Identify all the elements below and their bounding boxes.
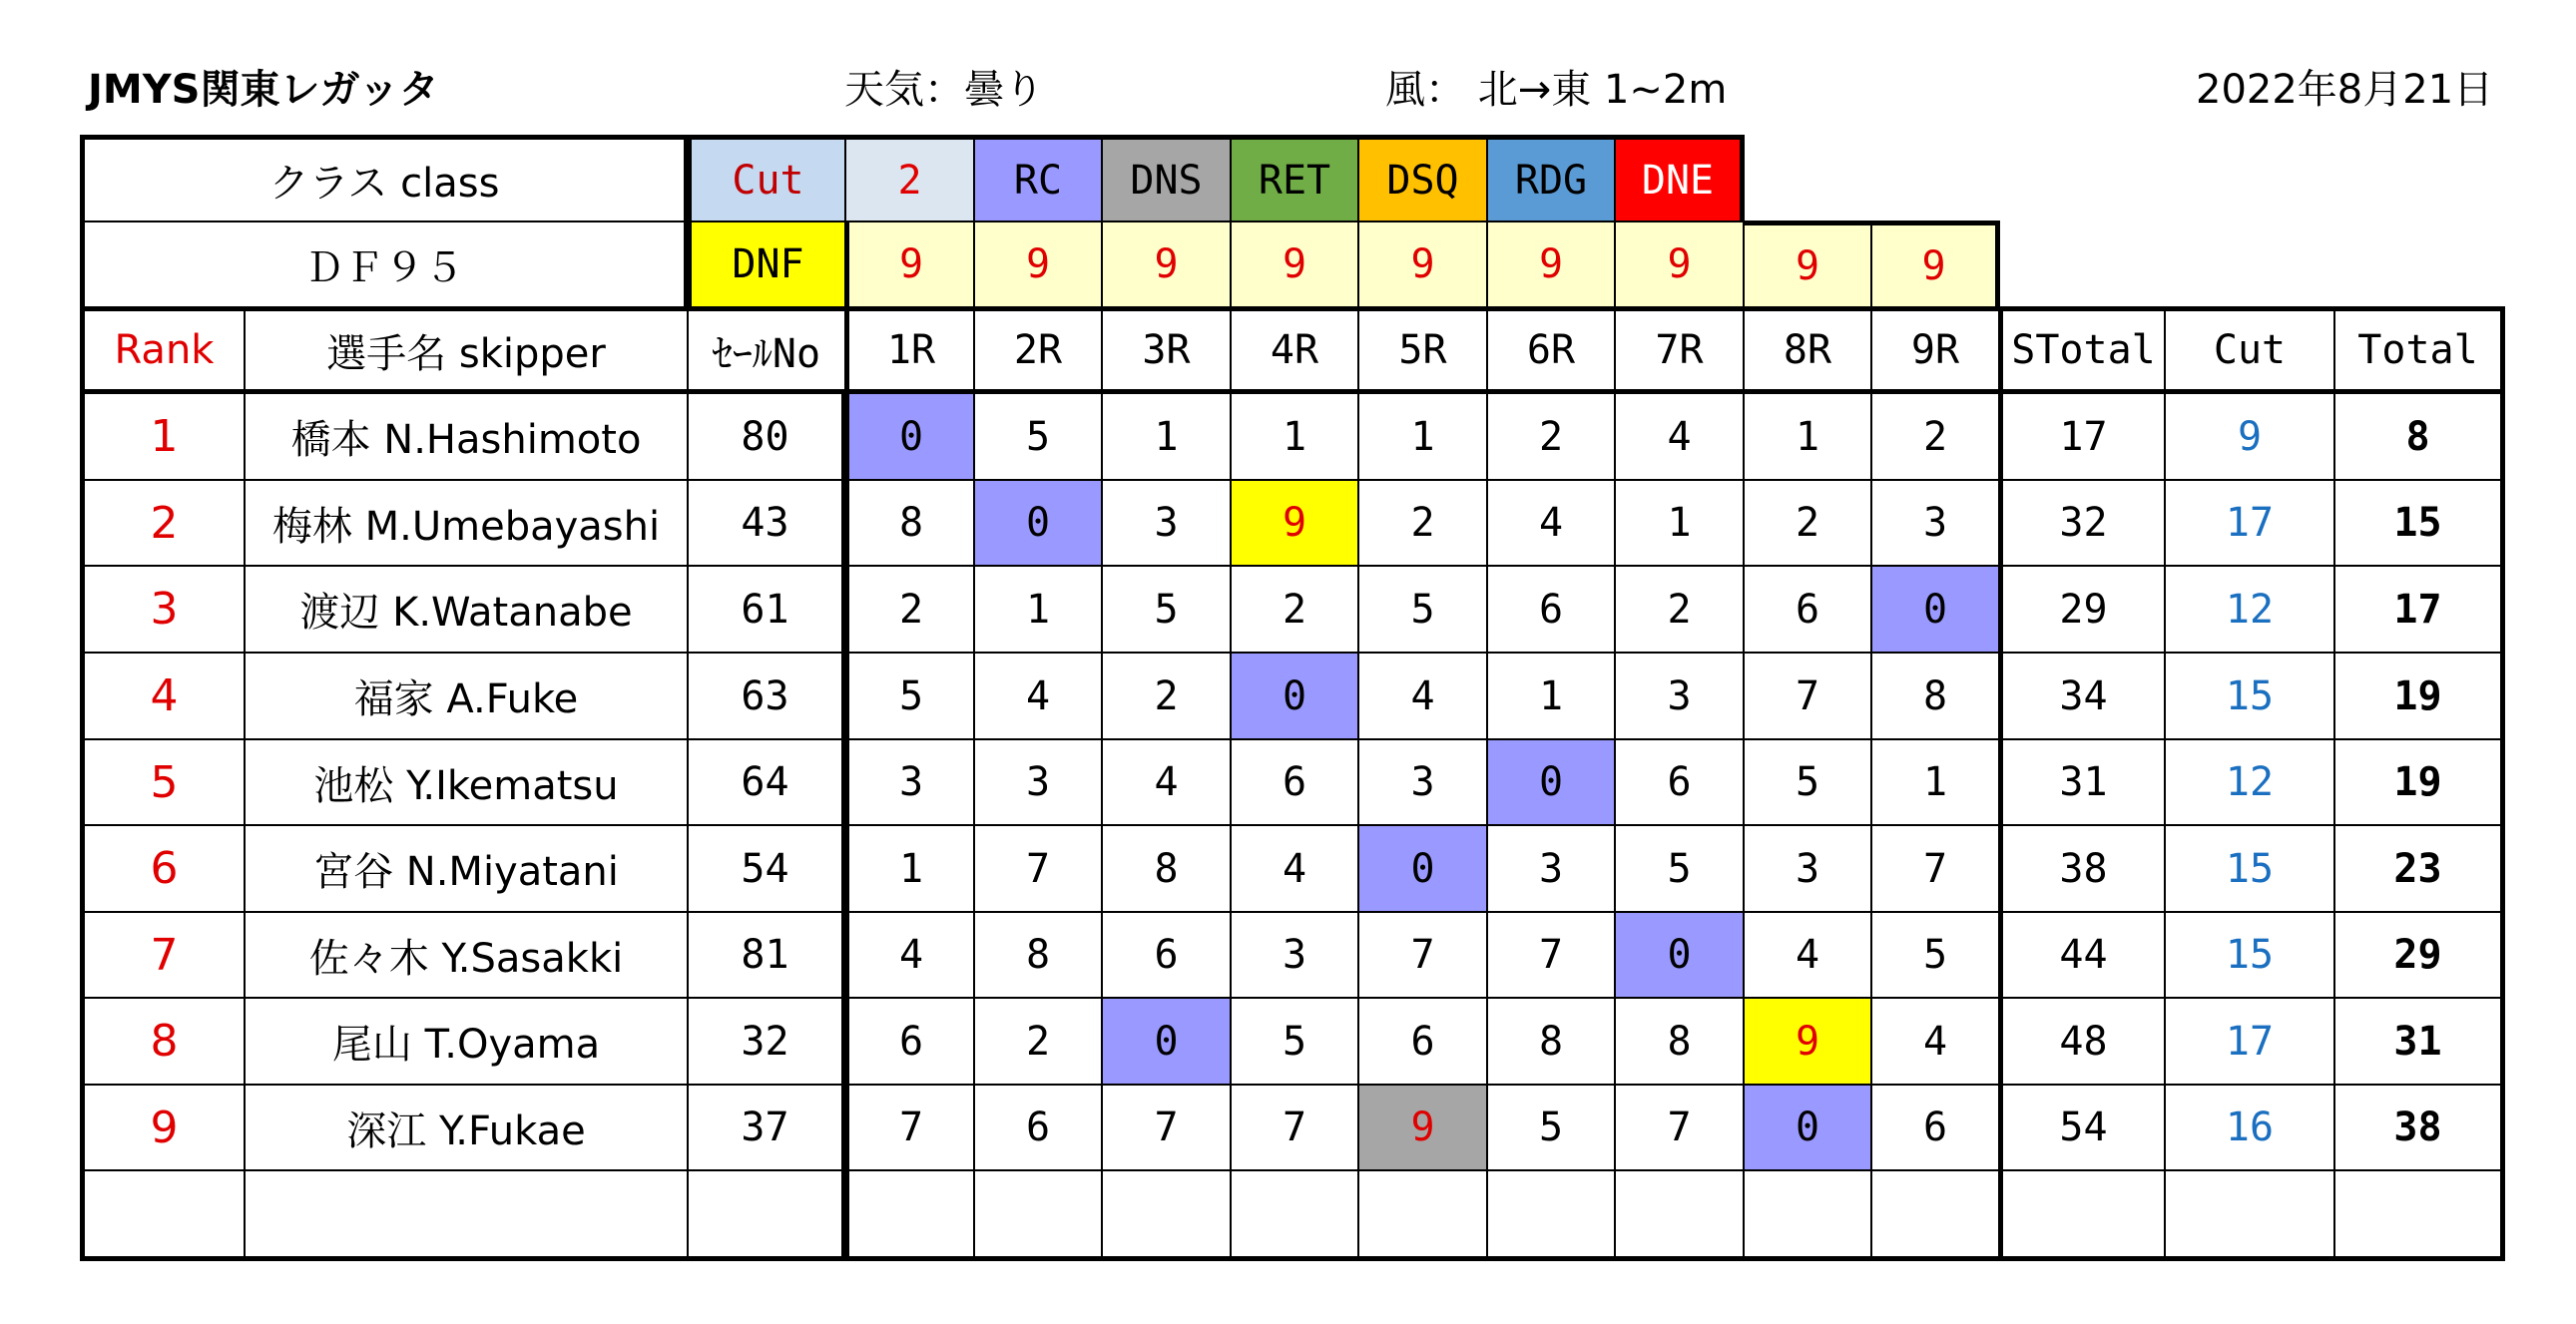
race-score-3r: 0 (1101, 997, 1232, 1086)
race-score-1r: 4 (844, 911, 975, 999)
race-score-4r: 6 (1230, 738, 1359, 826)
race-score-3r: 4 (1101, 738, 1232, 826)
rank-cell: 8 (80, 997, 246, 1086)
race-score-6r: 4 (1486, 479, 1616, 567)
cut-cell: 12 (2164, 738, 2335, 826)
stotal-cell: 54 (1998, 1084, 2166, 1171)
race-score-4r: 9 (1230, 479, 1359, 567)
skipper-name: 渡辺 K.Watanabe (244, 565, 689, 654)
sail-number: 63 (687, 652, 846, 740)
cut-cell: 17 (2164, 997, 2335, 1086)
race-score-6r: 2 (1486, 392, 1616, 481)
stotal-cell (1998, 1169, 2166, 1261)
skipper-name: 橋本 N.Hashimoto (244, 392, 689, 481)
cut-cell (2164, 1169, 2335, 1261)
total-cell: 38 (2333, 1084, 2505, 1171)
rank-cell: 7 (80, 911, 246, 999)
rank-cell: 9 (80, 1084, 246, 1171)
race-score-8r: 9 (1743, 997, 1872, 1086)
race-score-6r: 8 (1486, 997, 1616, 1086)
race-score-8r: 5 (1743, 738, 1872, 826)
skipper-name (244, 1169, 689, 1261)
code-dns: DNS (1101, 135, 1232, 222)
race-score-4r: 5 (1230, 997, 1359, 1086)
race-score-5r: 7 (1357, 911, 1488, 999)
race-score-4r: 0 (1230, 652, 1359, 740)
race-score-2r: 8 (973, 911, 1103, 999)
race-score-9r: 8 (1870, 652, 2000, 740)
race-score-8r: 4 (1743, 911, 1872, 999)
sail-number (687, 1169, 846, 1261)
rank-cell: 6 (80, 824, 246, 913)
race-score-3r: 8 (1101, 824, 1232, 913)
race-score-2r (973, 1169, 1103, 1261)
cut-cell: 9 (2164, 392, 2335, 481)
race-score-4r: 3 (1230, 911, 1359, 999)
race-score-3r: 6 (1101, 911, 1232, 999)
stotal-cell: 32 (1998, 479, 2166, 567)
race-score-7r: 6 (1614, 738, 1745, 826)
race-score-6r: 7 (1486, 911, 1616, 999)
race-score-8r: 0 (1743, 1084, 1872, 1171)
skipper-name: 尾山 T.Oyama (244, 997, 689, 1086)
total-cell: 8 (2333, 392, 2505, 481)
race-score-5r: 1 (1357, 392, 1488, 481)
race-score-7r: 7 (1614, 1084, 1745, 1171)
rank-cell: 2 (80, 479, 246, 567)
dnf-points-7r: 9 (1614, 221, 1745, 308)
stotal-cell: 34 (1998, 652, 2166, 740)
race-score-9r: 7 (1870, 824, 2000, 913)
race-score-9r: 5 (1870, 911, 2000, 999)
weather-label: 天気：曇り (844, 67, 1044, 113)
cut-cell: 17 (2164, 479, 2335, 567)
cut-cell: 15 (2164, 652, 2335, 740)
cut-cell: 12 (2164, 565, 2335, 654)
race-score-5r: 2 (1357, 479, 1488, 567)
race-score-6r: 0 (1486, 738, 1616, 826)
total-cell: 15 (2333, 479, 2505, 567)
race-score-9r: 2 (1870, 392, 2000, 481)
race-score-1r: 1 (844, 824, 975, 913)
col-race-9: 9R (1870, 306, 2000, 394)
stotal-cell: 17 (1998, 392, 2166, 481)
sail-number: 61 (687, 565, 846, 654)
rank-cell: 3 (80, 565, 246, 654)
col-race-8: 8R (1743, 306, 1872, 394)
col-cut: Cut (2164, 306, 2335, 394)
race-score-9r: 3 (1870, 479, 2000, 567)
race-score-7r: 1 (1614, 479, 1745, 567)
race-score-7r: 8 (1614, 997, 1745, 1086)
race-score-5r: 0 (1357, 824, 1488, 913)
race-score-6r: 6 (1486, 565, 1616, 654)
race-score-6r: 1 (1486, 652, 1616, 740)
rank-cell: 4 (80, 652, 246, 740)
skipper-name: 梅林 M.Umebayashi (244, 479, 689, 567)
dnf-points-6r: 9 (1486, 221, 1616, 308)
race-score-4r: 1 (1230, 392, 1359, 481)
race-score-1r (844, 1169, 975, 1261)
race-score-9r (1870, 1169, 2000, 1261)
race-score-5r: 9 (1357, 1084, 1488, 1171)
skipper-name: 佐々木 Y.Sasakki (244, 911, 689, 999)
race-score-2r: 5 (973, 392, 1103, 481)
race-score-4r: 7 (1230, 1084, 1359, 1171)
race-score-4r (1230, 1169, 1359, 1261)
class-label: クラス class (80, 135, 689, 222)
race-score-4r: 4 (1230, 824, 1359, 913)
code-dne: DNE (1614, 135, 1745, 222)
race-score-9r: 6 (1870, 1084, 2000, 1171)
code-rdg: RDG (1486, 135, 1616, 222)
dnf-points-2r: 9 (973, 221, 1103, 308)
race-score-8r: 2 (1743, 479, 1872, 567)
race-score-1r: 2 (844, 565, 975, 654)
col-race-3: 3R (1101, 306, 1232, 394)
skipper-name: 深江 Y.Fukae (244, 1084, 689, 1171)
total-cell: 19 (2333, 738, 2505, 826)
race-score-7r: 0 (1614, 911, 1745, 999)
total-cell: 19 (2333, 652, 2505, 740)
race-score-3r: 7 (1101, 1084, 1232, 1171)
race-score-3r: 2 (1101, 652, 1232, 740)
race-score-8r: 1 (1743, 392, 1872, 481)
col-race-4: 4R (1230, 306, 1359, 394)
col-race-7: 7R (1614, 306, 1745, 394)
race-score-7r: 2 (1614, 565, 1745, 654)
col-stotal: STotal (1998, 306, 2166, 394)
col-rank: Rank (80, 306, 246, 394)
race-score-1r: 7 (844, 1084, 975, 1171)
race-score-5r: 3 (1357, 738, 1488, 826)
race-score-2r: 2 (973, 997, 1103, 1086)
cut-cell: 16 (2164, 1084, 2335, 1171)
rank-cell: 1 (80, 392, 246, 481)
race-score-3r: 1 (1101, 392, 1232, 481)
rank-cell: 5 (80, 738, 246, 826)
col-race-2: 2R (973, 306, 1103, 394)
stotal-cell: 44 (1998, 911, 2166, 999)
race-score-3r: 3 (1101, 479, 1232, 567)
dnf-points-1r: 9 (844, 221, 975, 308)
dnf-points-9r: 9 (1870, 221, 2000, 308)
dnf-label: DNF (687, 221, 846, 308)
wind-label: 風： 北→東 1~2m (1385, 67, 1728, 113)
code-ret: RET (1230, 135, 1359, 222)
race-score-1r: 5 (844, 652, 975, 740)
total-cell (2333, 1169, 2505, 1261)
sail-number: 81 (687, 911, 846, 999)
dnf-points-3r: 9 (1101, 221, 1232, 308)
race-score-2r: 3 (973, 738, 1103, 826)
race-score-7r (1614, 1169, 1745, 1261)
race-score-3r: 5 (1101, 565, 1232, 654)
stotal-cell: 48 (1998, 997, 2166, 1086)
skipper-name: 池松 Y.Ikematsu (244, 738, 689, 826)
race-score-9r: 1 (1870, 738, 2000, 826)
sail-number: 37 (687, 1084, 846, 1171)
race-score-8r: 7 (1743, 652, 1872, 740)
race-score-4r: 2 (1230, 565, 1359, 654)
race-score-7r: 3 (1614, 652, 1745, 740)
cut-cell: 15 (2164, 911, 2335, 999)
col-total: Total (2333, 306, 2505, 394)
regatta-title: JMYS関東レガッタ (88, 67, 439, 113)
dnf-points-8r: 9 (1743, 221, 1872, 308)
sail-number: 43 (687, 479, 846, 567)
race-score-5r: 6 (1357, 997, 1488, 1086)
code-dsq: DSQ (1357, 135, 1488, 222)
race-score-2r: 1 (973, 565, 1103, 654)
dnf-points-4r: 9 (1230, 221, 1359, 308)
race-score-2r: 6 (973, 1084, 1103, 1171)
race-score-5r: 4 (1357, 652, 1488, 740)
race-score-9r: 0 (1870, 565, 2000, 654)
code-rc: RC (973, 135, 1103, 222)
race-score-5r: 5 (1357, 565, 1488, 654)
race-score-7r: 4 (1614, 392, 1745, 481)
rank-cell (80, 1169, 246, 1261)
race-score-2r: 7 (973, 824, 1103, 913)
total-cell: 17 (2333, 565, 2505, 654)
race-score-5r (1357, 1169, 1488, 1261)
race-score-8r (1743, 1169, 1872, 1261)
col-sail: ｾｰﾙNo (687, 306, 846, 394)
stotal-cell: 38 (1998, 824, 2166, 913)
sail-number: 64 (687, 738, 846, 826)
stotal-cell: 29 (1998, 565, 2166, 654)
col-skipper: 選手名 skipper (244, 306, 689, 394)
stotal-cell: 31 (1998, 738, 2166, 826)
race-score-2r: 0 (973, 479, 1103, 567)
race-score-6r: 3 (1486, 824, 1616, 913)
sail-number: 32 (687, 997, 846, 1086)
code-cut: Cut (687, 135, 846, 222)
skipper-name: 福家 A.Fuke (244, 652, 689, 740)
race-score-1r: 3 (844, 738, 975, 826)
col-race-6: 6R (1486, 306, 1616, 394)
race-score-2r: 4 (973, 652, 1103, 740)
total-cell: 23 (2333, 824, 2505, 913)
event-date: 2022年8月21日 (2196, 67, 2494, 113)
col-race-1: 1R (844, 306, 975, 394)
skipper-name: 宮谷 N.Miyatani (244, 824, 689, 913)
race-score-9r: 4 (1870, 997, 2000, 1086)
race-score-8r: 3 (1743, 824, 1872, 913)
total-cell: 29 (2333, 911, 2505, 999)
sail-number: 54 (687, 824, 846, 913)
race-score-6r: 5 (1486, 1084, 1616, 1171)
total-cell: 31 (2333, 997, 2505, 1086)
race-score-8r: 6 (1743, 565, 1872, 654)
race-score-1r: 8 (844, 479, 975, 567)
race-score-3r (1101, 1169, 1232, 1261)
dnf-points-5r: 9 (1357, 221, 1488, 308)
code-2: 2 (844, 135, 975, 222)
fleet-label: ＤＦ９５ (80, 221, 689, 308)
sail-number: 80 (687, 392, 846, 481)
cut-cell: 15 (2164, 824, 2335, 913)
race-score-1r: 6 (844, 997, 975, 1086)
col-race-5: 5R (1357, 306, 1488, 394)
race-score-7r: 5 (1614, 824, 1745, 913)
race-score-6r (1486, 1169, 1616, 1261)
race-score-1r: 0 (844, 392, 975, 481)
